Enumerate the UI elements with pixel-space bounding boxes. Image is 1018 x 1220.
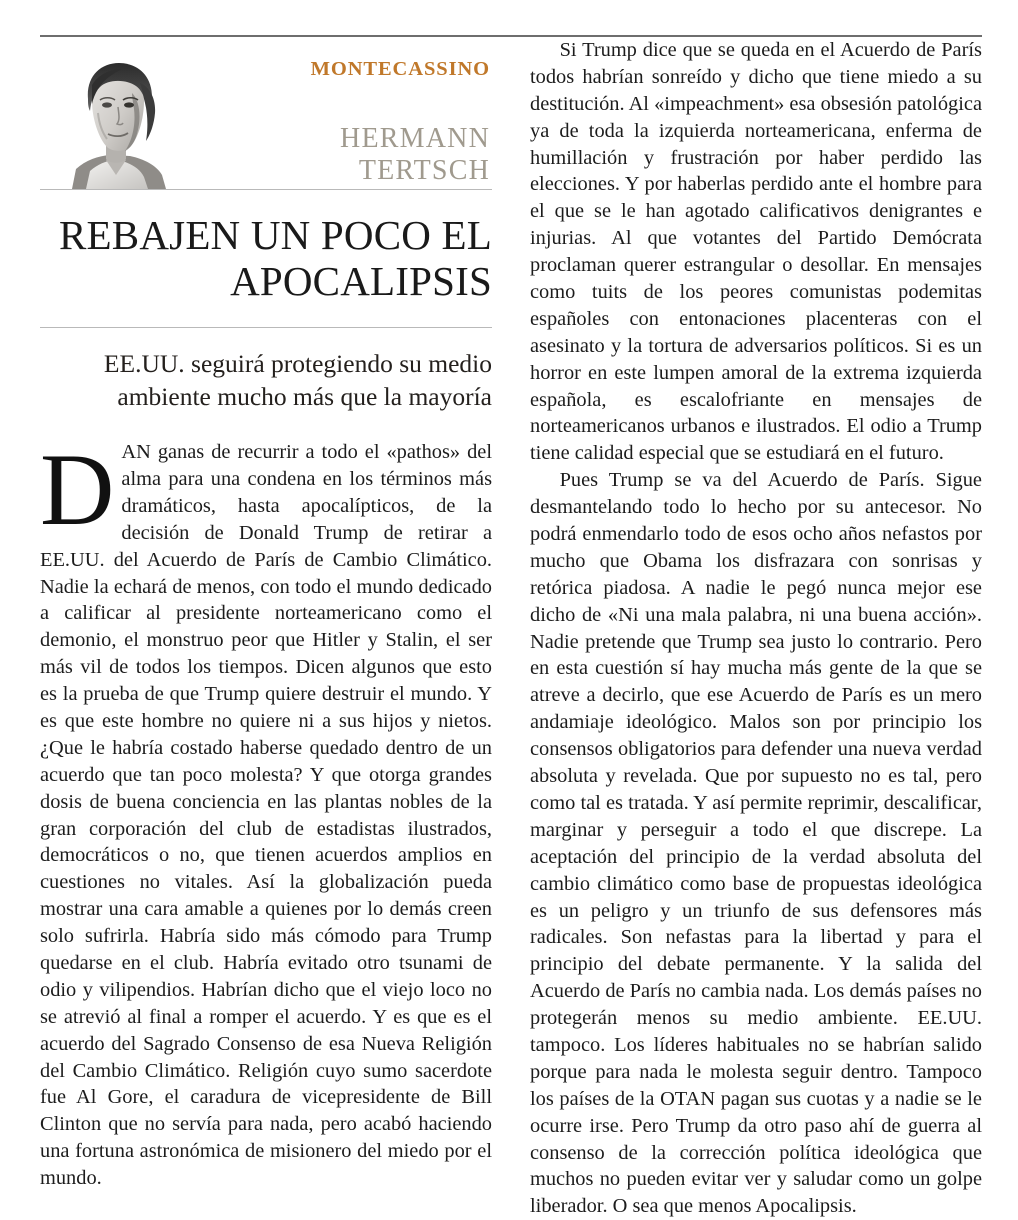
masthead <box>40 37 492 189</box>
article-page <box>40 0 982 1218</box>
author-name-line2: TERTSCH <box>358 154 490 186</box>
right-column <box>530 37 982 1220</box>
paragraph: Pues Trump se va del Acuerdo de París. Sigue desmantelando todo lo hecho por su antecesor. No podrá enmendarlo todo de esos ocho años nefastos por mucho que Obama los disfrazara con sonrisas y retórica piadosa. A nadie le pegó nunca mejor ese dicho de «Ni una mala palabra, ni una buena acción». Nadie pretende que Trump sea justo lo contrario. Pero en esta cuestión sí hay mucha más gente de la que se atreve a decirlo, que ese Acuerdo de París es un mero andamiaje ideológico. Malos son por principio los consensos obligatorios para defender una nueva verdad absoluta y revelada. Que por supuesto no es tal, pero como tal es tratada. Y así permite reprimir, descalificar, marginar y perseguir a todo el que discrepe. La aceptación del principio de la verdad absoluta del cambio climático como base de propuestas ideológica es un peligro y un triunfo de sus defensores más radicales. Son nefastas para la libertad y para el principio del debate permanente. Y la salida del Acuerdo de París no cambia nada. Los demás países no protegerán menos su medio ambiente. EE.UU. tampoco. Los líderes habituales no se habrían salido porque para nada le molesta seguir dentro. Tampoco los países de la OTAN pagan sus cuotas y a nadie se le ocurre irse. Pero Trump da otro paso ahí de guerra al consenso de la corrección política ideológica que muchos no pueden evitar ver y saludar como un golpe liberador. O sea que menos Apocalipsis. <box>530 469 982 1218</box>
author-name <box>190 123 490 188</box>
author-portrait-icon <box>62 57 174 189</box>
paragraph: DAN ganas de recurrir a todo el «pathos» del alma para una condena en los términos más dramáticos, hasta apocalípticos, de la decisión de Donald Trump de retirar a EE.UU. del Acuerdo de París de Cambio Climático. Nadie la echará de menos, con todo el mundo dedicado a calificar al presidente norteamericano como el demonio, el monstruo peor que Hitler y Stalin, el ser más vil de todos los tiempos. Dicen algunos que esto es la prueba de que Trump quiere destruir el mundo. Y es que este hombre no quiere ni a sus hijos y nietos.¿Que le habría costado haberse quedado dentro de un acuerdo que tan poco molesta? Y que otorga grandes dosis de buena conciencia en las plantas nobles de la gran corporación del club de estadistas ilustrados, democráticos o no, que tienen acuerdos amplios en cuestiones no vitales. Así la globalización pueda mostrar una cara amable a quienes por lo demás creen solo sufrirla. Habría sido más cómodo para Trump quedarse en el club. Habría evitado otro tsunami de odio y vilipendios. Habrían dicho que el viejo loco no se atrevió al final a romper el acuerdo. Y es que es el acuerdo del Sagrado Consenso de esa Nueva Religión del Cambio Climático. Religión cuyo sumo sacerdote fue Al Gore, el caradura de vicepresidente de Bill Clinton que no servía para nada, pero acabó haciendo una fortuna astronómica de misionero del miedo por el mundo. <box>40 433 492 1190</box>
headline-bottom-rule <box>40 327 492 328</box>
paragraph: Si Trump dice que se queda en el Acuerdo de París todos habrían sonreído y dicho que tiene miedo a su destitución. Al «impeachment» esa obsesión patológica ya de toda la izquierda norteamericana, enferma de humillación y frustración por haber perdido las elecciones. Y por haberlas perdido ante el hombre para el que se le han agotado calificativos denigrantes e injurias. Al que votantes del Partido Demócrata proclaman querer estrangular o desollar. En mensajes como tuits de los peores comunistas podemitas españoles con entonaciones placenteras con el asesinato y la tortura de adversarios políticos. Si es un horror en este lumpen amoral de la extrema izquierda española, es escalofriante en mensajes de norteamericanos urbanos e ilustrados. El odio a Trump tiene calidad especial que se estudiará en el futuro. <box>530 39 982 465</box>
two-column-layout <box>40 37 982 1220</box>
byline-block <box>190 45 492 187</box>
section-kicker: MONTECASSINO <box>310 58 490 80</box>
body-text-left <box>40 433 492 1192</box>
subheadline: EE.UU. seguirá protegiendo su medio ambiente mucho más que la mayoría <box>103 348 492 411</box>
author-name-line1: HERMANN <box>340 122 490 154</box>
page-title: REBAJEN UN POCO EL APOCALIPSIS <box>59 212 492 304</box>
left-column <box>40 37 492 1220</box>
portrait-container <box>40 45 190 189</box>
headline-top-rule <box>40 189 492 190</box>
body-text-right <box>530 37 982 1220</box>
